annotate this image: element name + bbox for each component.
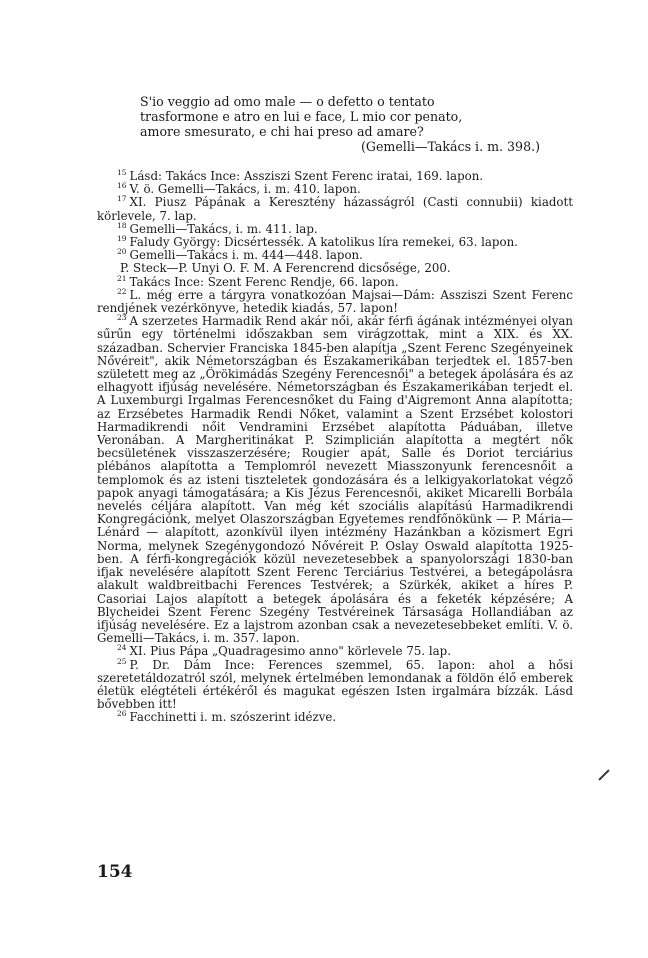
footnote-number: 25 [117, 656, 127, 666]
footnote-text: P. Steck—P. Unyi O. F. M. A Ferencrend dicsősége, 200. [120, 261, 451, 276]
footnote-number: 21 [117, 273, 127, 283]
footnote-text: Gemelli—Takács i. m. 444—448. lapon. [129, 248, 363, 263]
poem-line: trasformone e atro en lui e face, L mio cor penato, [140, 109, 463, 124]
footnotes [97, 170, 573, 725]
footnote-text: Gemelli—Takács, i. m. 411. lap. [129, 221, 318, 236]
footnote-text: XI. Pius Pápa „Quadragesimo anno" körlevele 75. lap. [129, 644, 451, 659]
footnote-text: Takács Ince: Szent Ferenc Rendje, 66. lapon. [129, 274, 399, 289]
footnote-text: Lásd: Takács Ince: Assziszi Szent Ferenc iratai, 169. lapon. [129, 169, 484, 183]
footnote-text: P. Dr. Dám Ince: Ferences szemmel, 65. lapon: ahol a hősi szeretetáldozatról szól, melynek értelmében lemondanak a földön élő emberek életük elégtételi értékéről és magukat egészen Isten irgalmára bízzák. Lásd bővebben itt! [97, 657, 573, 712]
footnote-number: 22 [117, 286, 127, 296]
poem-citation: (Gemelli—Takács i. m. 398.) [360, 139, 540, 154]
footnote-number: 17 [117, 194, 127, 204]
poem-line: amore smesurato, e chi hai preso ad amare? [140, 124, 424, 139]
page-number: 154 [97, 862, 133, 882]
footnote [97, 656, 573, 712]
footnote-number: 26 [117, 709, 127, 719]
footnote-number: 16 [117, 181, 127, 191]
footnote-text: V. ö. Gemelli—Takács, i. m. 410. lapon. [129, 182, 361, 197]
footnote-number: 19 [117, 234, 127, 244]
footnote-text: A szerzetes Harmadik Rend akár női, akár férfi ágának intézményei olyan sűrűn egy történelmi időszakban sem virágzottak, mint a XIX. és XX. században. Schervier Franciska 1845-ben alapítja „Szent Ferenc Szegényeinek Nővéreit", akik Németországban és Északamerikában terjedtek el. 1857-ben született meg az „Örökimádás Szegény Ferencesnői" a betegek ápolására és az elhagyott ifjúság nevelésére. Németországban és Északamerikában terjedt el. A Luxemburgi Irgalmas Ferencesnőket du Faing d'Aigremont Anna alapította; az Erzsébetes Harmadik Rendi Nőket, valamint a Szent Erzsébet kolostori Harmadikrendi nőit Vendramini Erzsébet alapította Páduában, illetve Veronában. A Margheritinákat P. Szimplicián alapította a megtért nők becsületének visszaszerzésére; Rougier apát, Salle és Doriot terciárius plébános alapította a Templomról nevezett Miasszonyunk ferencesnőit a templomok és az isteni tiszteletek gondozására és a lelkigyakorlatokat végző papok anyagi támogatására; a Kis Jézus Ferencesnői, akiket Micarelli Borbála nevelés céljára alapított. Van még két szociális alapítású Harmadikrendi Kongregációnk, melyet Olaszországban Egyetemes rendfőnökünk — P. Mária—Lénárd — alapított, azonkívül ilyen intézmény Hazánkban a közismert Egri Norma, melynek Szegénygondozó Nővéreit P. Oslay Oswald alapította 1925-ben. A férfi-kongregációk közül nevezetesebbek a spanyolországi 1830-ban ifjak nevelésére alapított Szent Ferenc Terciárius Testvérei, a betegápolásra alakult waldbreitbachi Ferences Testvérek; a Szürkék, akiket a híres P. Casoriai Lajos alapított a betegek ápolására és a feketék képzésére; A Blycheidei Szent Ferenc Szegény Testvéreinek Társasága Hollandiában az ifjúság nevelésére. Ez a lajstrom azonban csak a nevezetesebbeket említi. V. ö. Gemelli—Takács, i. m. 357. lapon. [97, 314, 573, 646]
footnote-number: 15 [117, 168, 127, 178]
pencil-mark [598, 769, 609, 780]
footnote-text: Facchinetti i. m. szószerint idézve. [129, 710, 337, 725]
poem-quote [140, 94, 560, 154]
footnote [97, 711, 573, 724]
footnote-text: XI. Piusz Pápának a Keresztény házasságról (Casti connubii) kiadott körlevele, 7. lap. [97, 195, 573, 223]
footnote-text: L. még erre a tárgyra vonatkozóan Majsai—Dám: Assziszi Szent Ferenc rendjének vezérkönyve, hetedik kiadás, 57. lapon! [97, 287, 573, 316]
footnote-number: 23 [117, 313, 127, 323]
footnote-number: 20 [117, 247, 127, 257]
poem-line: S'io veggio ad omo male — o defetto o tentato [140, 94, 435, 109]
footnote [97, 286, 573, 316]
footnote-number: 18 [117, 220, 127, 230]
footnote-number: 24 [117, 643, 127, 653]
footnote-text: Faludy György: Dicsértessék. A katolikus líra remekei, 63. lapon. [129, 235, 518, 250]
footnote [97, 196, 573, 222]
footnote [97, 315, 573, 645]
